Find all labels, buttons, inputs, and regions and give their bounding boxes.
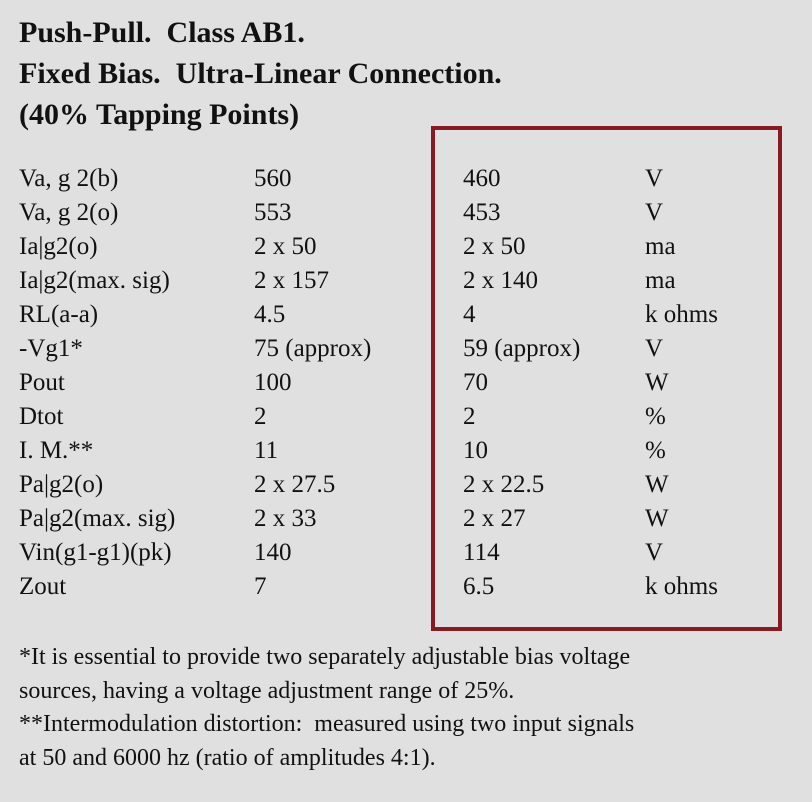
param-cell: Va, g 2(o) xyxy=(19,199,119,226)
value-1-cell: 100 xyxy=(254,369,292,396)
footnote-line-2: sources, having a voltage adjustment range of 25%. xyxy=(19,677,515,704)
value-2-cell: 2 x 140 xyxy=(463,267,538,294)
footnote-line-3: **Intermodulation distortion: measured using two input signals xyxy=(19,711,635,737)
param-cell: Dtot xyxy=(19,403,64,430)
param-cell: Ia|g2(max. sig) xyxy=(19,267,170,294)
table-row xyxy=(19,162,795,196)
param-cell: Va, g 2(b) xyxy=(19,165,119,192)
title-line-3: (40% Tapping Points) xyxy=(19,98,300,131)
value-1-cell: 2 x 33 xyxy=(254,505,317,532)
parameter-table xyxy=(19,162,795,604)
page-title xyxy=(19,12,502,135)
table-row xyxy=(19,332,795,366)
title-line-2: Fixed Bias. Ultra-Linear Connection. xyxy=(19,57,502,90)
param-cell: I. M.** xyxy=(19,437,94,464)
value-2-cell: 59 (approx) xyxy=(463,335,581,362)
unit-cell: ma xyxy=(645,267,676,294)
param-cell: Ia|g2(o) xyxy=(19,233,98,260)
table-row xyxy=(19,468,795,502)
value-2-cell: 6.5 xyxy=(463,573,495,600)
param-cell: Zout xyxy=(19,573,67,600)
value-1-cell: 2 x 157 xyxy=(254,267,329,294)
value-2-cell: 2 x 27 xyxy=(463,505,526,532)
unit-cell: V xyxy=(645,165,664,192)
value-1-cell: 560 xyxy=(254,165,292,192)
value-1-cell: 140 xyxy=(254,539,292,566)
param-cell: -Vg1* xyxy=(19,335,83,362)
value-1-cell: 2 x 50 xyxy=(254,233,317,260)
footnotes xyxy=(19,641,799,775)
value-1-cell: 75 (approx) xyxy=(254,335,372,362)
unit-cell: W xyxy=(645,471,669,498)
value-1-cell: 7 xyxy=(254,573,267,600)
unit-cell: V xyxy=(645,199,664,226)
value-1-cell: 2 x 27.5 xyxy=(254,471,336,498)
param-cell: Pout xyxy=(19,369,65,396)
unit-cell: k ohms xyxy=(645,573,718,600)
table-row xyxy=(19,196,795,230)
title-line-1: Push-Pull. Class AB1. xyxy=(19,16,305,49)
value-2-cell: 460 xyxy=(463,165,501,192)
value-1-cell: 4.5 xyxy=(254,301,286,328)
value-1-cell: 553 xyxy=(254,199,292,226)
table-row xyxy=(19,230,795,264)
param-cell: RL(a-a) xyxy=(19,301,99,328)
footnote-line-1: *It is essential to provide two separately adjustable bias voltage xyxy=(19,644,631,670)
value-2-cell: 2 x 22.5 xyxy=(463,471,545,498)
value-2-cell: 70 xyxy=(463,369,488,396)
table-row xyxy=(19,502,795,536)
param-cell: Pa|g2(max. sig) xyxy=(19,505,176,532)
table-row xyxy=(19,264,795,298)
value-2-cell: 10 xyxy=(463,437,488,464)
value-2-cell: 4 xyxy=(463,301,476,328)
param-cell: Pa|g2(o) xyxy=(19,471,104,498)
unit-cell: % xyxy=(645,437,666,464)
table-row xyxy=(19,298,795,332)
unit-cell: % xyxy=(645,403,666,430)
table-row xyxy=(19,366,795,400)
table-row xyxy=(19,536,795,570)
unit-cell: W xyxy=(645,369,669,396)
value-2-cell: 453 xyxy=(463,199,501,226)
value-2-cell: 2 xyxy=(463,403,476,430)
value-1-cell: 11 xyxy=(254,437,279,464)
table-row xyxy=(19,570,795,604)
unit-cell: ma xyxy=(645,233,676,260)
unit-cell: V xyxy=(645,335,664,362)
footnote-line-4: at 50 and 6000 hz (ratio of amplitudes 4:1). xyxy=(19,744,436,771)
unit-cell: W xyxy=(645,505,669,532)
unit-cell: V xyxy=(645,539,664,566)
value-2-cell: 2 x 50 xyxy=(463,233,526,260)
unit-cell: k ohms xyxy=(645,301,718,328)
value-2-cell: 114 xyxy=(463,539,500,566)
value-1-cell: 2 xyxy=(254,403,267,430)
table-row xyxy=(19,400,795,434)
table-row xyxy=(19,434,795,468)
param-cell: Vin(g1-g1)(pk) xyxy=(19,539,172,566)
